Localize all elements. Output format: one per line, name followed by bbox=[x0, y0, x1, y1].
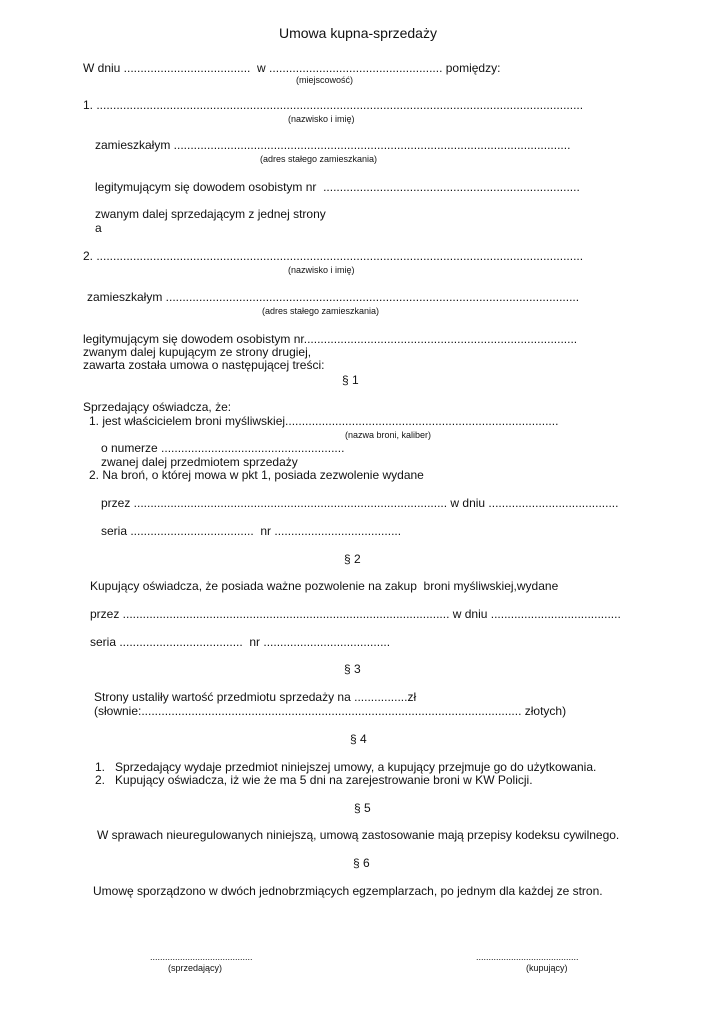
section-6-heading: § 6 bbox=[353, 856, 370, 870]
party2-name-line: 2. .................................................................................................................................................. bbox=[83, 249, 584, 263]
party2-id-line: legitymującym się dowodem osobistym nr.................................................................................. bbox=[83, 332, 578, 346]
buyer-signature-label: (kupujący) bbox=[526, 963, 568, 973]
section-2-heading: § 2 bbox=[344, 552, 361, 566]
section-1-item-1: 1. jest właścicielem broni myśliwskiej.................................................................................. bbox=[89, 414, 559, 428]
section-3-heading: § 3 bbox=[344, 662, 361, 676]
party1-name-hint: (nazwisko i imię) bbox=[288, 114, 355, 124]
serial-number-line: o numerze ....................................................... bbox=[101, 441, 345, 455]
party2-address-hint: (adres stałego zamieszkania) bbox=[262, 306, 380, 316]
party2-role: zwanym dalej kupującym ze strony drugiej, bbox=[83, 345, 312, 359]
permit1-issuer-line: przez .............................................................................................. w dniu ....................................... bbox=[101, 496, 619, 510]
section-4-item-1: 1. Sprzedający wydaje przedmiot niniejszej umowy, a kupujący przejmuje go do użytkowania. bbox=[95, 760, 597, 774]
party1-role: zwanym dalej sprzedającym z jednej strony bbox=[95, 207, 326, 221]
section-1-intro: Sprzedający oświadcza, że: bbox=[83, 400, 232, 414]
party1-id-line: legitymującym się dowodem osobistym nr ............................................................................. bbox=[95, 180, 580, 194]
section-4-heading: § 4 bbox=[350, 732, 367, 746]
permit2-issuer-line: przez .................................................................................................. w dniu ....................................... bbox=[90, 607, 621, 621]
contract-intro: zawarta została umowa o następującej treści: bbox=[83, 358, 325, 372]
place-hint: (miejscowość) bbox=[296, 75, 354, 85]
section-1-heading: § 1 bbox=[342, 373, 359, 387]
weapon-hint: (nazwa broni, kaliber) bbox=[345, 430, 432, 440]
document-title: Umowa kupna-sprzedaży bbox=[279, 25, 437, 41]
section-3-words: (słownie:.................................................................................................................. złotych) bbox=[94, 704, 567, 718]
section-6-text: Umowę sporządzono w dwóch jednobrzmiących egzemplarzach, po jednym dla każdej ze stron. bbox=[93, 884, 603, 898]
permit2-series-line: seria ..................................... nr ...................................... bbox=[90, 635, 391, 649]
section-1-item-2: 2. Na broń, o której mowa w pkt 1, posiada zezwolenie wydane bbox=[89, 468, 424, 482]
seller-signature-line: ......................................... bbox=[150, 952, 253, 962]
subject-name: zwanej dalej przedmiotem sprzedaży bbox=[101, 455, 298, 469]
section-3-value: Strony ustaliły wartość przedmiotu sprzedaży na ................zł bbox=[94, 690, 417, 704]
party1-address-hint: (adres stałego zamieszkania) bbox=[260, 154, 378, 164]
buyer-signature-line: ......................................... bbox=[476, 952, 579, 962]
party1-name-line: 1. .................................................................................................................................................. bbox=[83, 98, 584, 112]
permit1-series-line: seria ..................................... nr ...................................... bbox=[101, 524, 402, 538]
party2-name-hint: (nazwisko i imię) bbox=[288, 265, 355, 275]
section-5-heading: § 5 bbox=[354, 801, 371, 815]
party1-address-line: zamieszkałym ....................................................................................................................... bbox=[95, 138, 571, 152]
section-2-text: Kupujący oświadcza, że posiada ważne pozwolenie na zakup broni myśliwskiej,wydane bbox=[90, 579, 559, 593]
party2-address-line: zamieszkałym ............................................................................................................................ bbox=[87, 290, 580, 304]
section-5-text: W sprawach nieuregulowanych niniejszą, umową zastosowanie mają przepisy kodeksu cywilnego. bbox=[97, 828, 620, 842]
date-place-line: W dniu ...................................... w .................................................... pomiędzy: bbox=[83, 61, 501, 75]
conjunction-a: a bbox=[95, 221, 102, 235]
section-4-item-2: 2. Kupujący oświadcza, iż wie że ma 5 dni na zarejestrowanie broni w KW Policji. bbox=[95, 773, 533, 787]
seller-signature-label: (sprzedający) bbox=[168, 963, 223, 973]
